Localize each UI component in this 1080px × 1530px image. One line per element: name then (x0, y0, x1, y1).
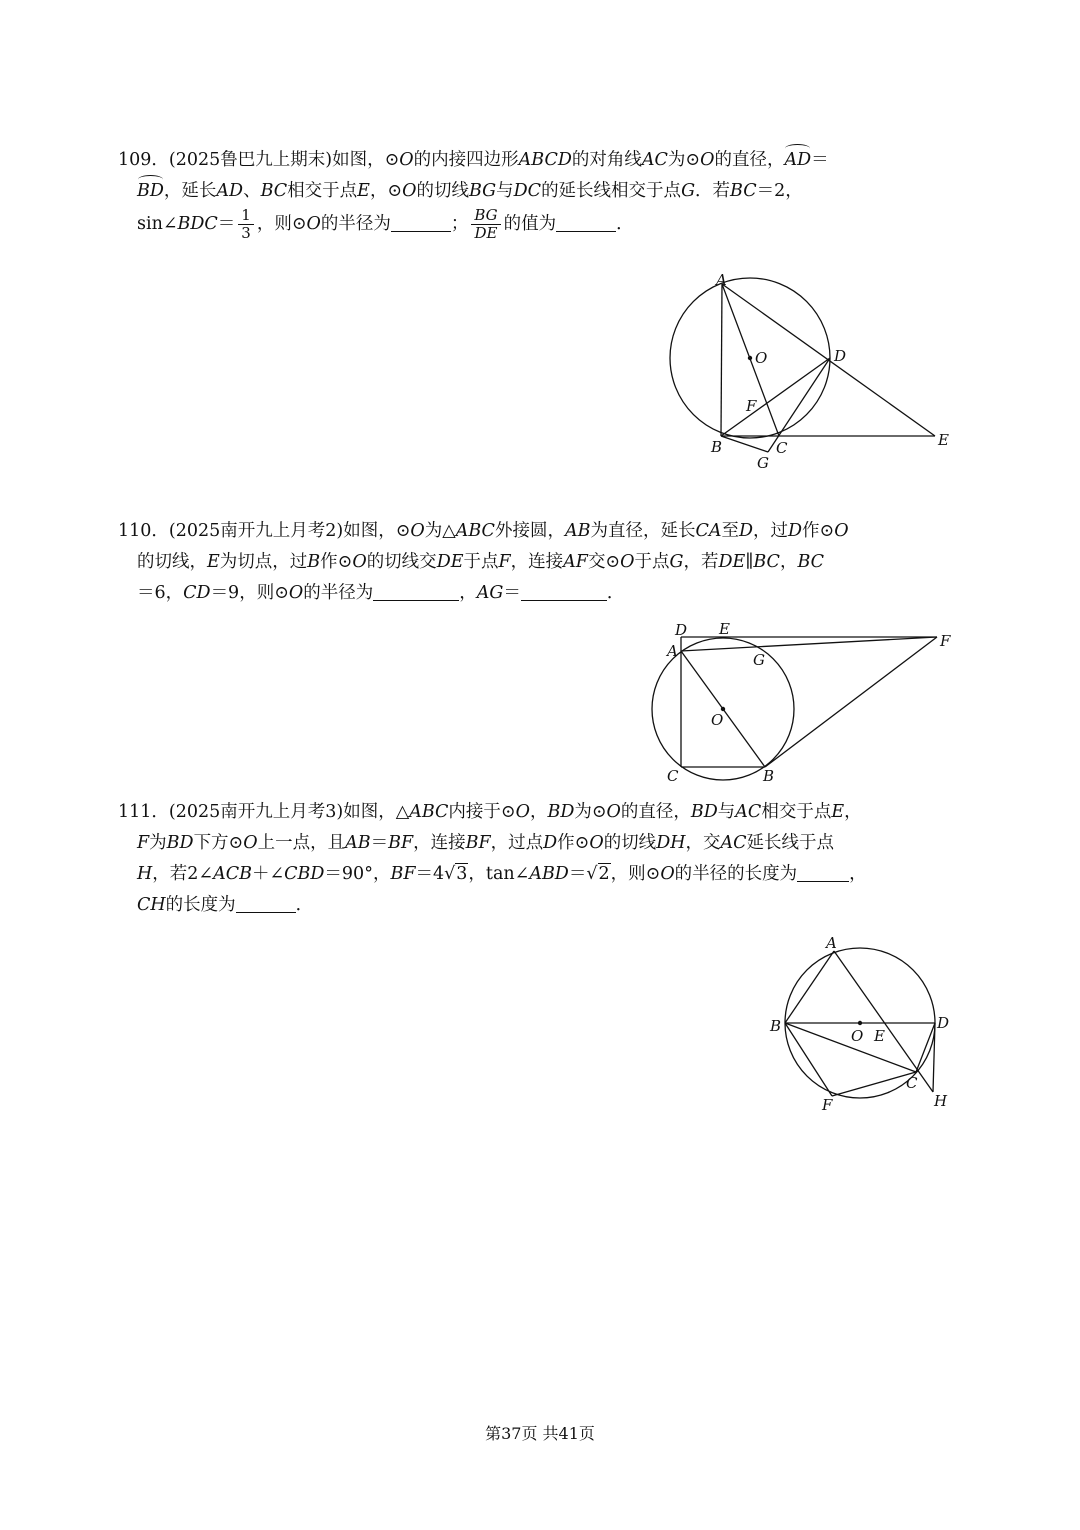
text: ， (849, 864, 867, 884)
text: ，交 (685, 833, 721, 853)
problem-number: 111． (118, 802, 169, 822)
text: O (834, 521, 849, 541)
text: 延长线于点 (746, 833, 835, 853)
text: AF (563, 552, 588, 572)
problem-source: (2025鲁巴九上期末) (168, 150, 333, 170)
text: AC (735, 802, 762, 822)
text: ，过点 (490, 833, 544, 853)
text: ，过 (753, 521, 789, 541)
label-A: A (667, 642, 678, 660)
text: 、 (243, 181, 261, 201)
text: ， (459, 583, 477, 603)
text: 于点 (463, 552, 499, 572)
text: 的直径， (620, 802, 691, 822)
text: H (137, 864, 153, 884)
text: CH (137, 895, 166, 915)
text: 的直径， (714, 150, 785, 170)
text: 如图，⊙ (343, 521, 411, 541)
text: ． (295, 895, 314, 915)
text: BC (260, 181, 288, 201)
text: 作⊙ (320, 552, 353, 572)
text: 作⊙ (802, 521, 835, 541)
center-dot (858, 1021, 862, 1025)
text: sin∠ (137, 214, 178, 234)
text: ．若 (695, 181, 731, 201)
text: ，则⊙ (610, 864, 661, 884)
text: ，延长 (163, 181, 217, 201)
sqrt-symbol: √ (586, 864, 598, 884)
text: ＝ (217, 214, 236, 234)
text: 作⊙ (557, 833, 590, 853)
text: G (681, 181, 696, 201)
problem-number: 109． (118, 150, 169, 170)
text: 为⊙ (574, 802, 607, 822)
text: E (357, 181, 370, 201)
text: 的内接四边形 (413, 150, 519, 170)
text: 交⊙ (587, 552, 621, 572)
text: O (589, 833, 604, 853)
text: CA (695, 521, 722, 541)
label-C: C (776, 439, 788, 457)
label-G: G (753, 651, 765, 669)
label-A: A (826, 934, 837, 952)
text: 的切线， (137, 552, 207, 572)
label-E: E (938, 431, 949, 449)
text: O (700, 150, 715, 170)
text: O (288, 583, 304, 603)
text: O (606, 802, 621, 822)
text: ABC (409, 802, 449, 822)
text: ＝ (503, 583, 521, 603)
segment-BA (785, 951, 834, 1023)
text: O (306, 214, 321, 234)
label-E: E (874, 1027, 885, 1045)
label-O: O (851, 1027, 864, 1045)
text: O (660, 864, 675, 884)
text: ，⊙ (369, 181, 403, 201)
label-G: G (757, 454, 769, 472)
page-footer: 第37页 共41页 (485, 1424, 595, 1443)
text: BG (468, 181, 497, 201)
segment-AH (834, 951, 933, 1092)
text: AD (216, 181, 244, 201)
label-E: E (719, 620, 730, 638)
label-F: F (940, 632, 951, 650)
text: BC (753, 552, 780, 572)
numerator: BG (471, 207, 500, 225)
text: 的切线 (603, 833, 657, 853)
text: 外接圆， (494, 521, 565, 541)
text: BDC (177, 214, 218, 234)
text: AB (345, 833, 371, 853)
text: O (352, 552, 367, 572)
text: 为 (149, 833, 167, 853)
text: 的半径的长度为 (674, 864, 798, 884)
text: ，若2∠ (152, 864, 214, 884)
label-O: O (755, 349, 768, 367)
text: AC (720, 833, 747, 853)
text: 下方⊙ (193, 833, 244, 853)
label-C: C (906, 1074, 918, 1092)
label-B: B (763, 767, 775, 785)
label-B: B (770, 1017, 782, 1035)
text: ＝ (568, 864, 587, 884)
numerator: 1 (238, 207, 254, 225)
text: DE (436, 552, 464, 572)
text: BD (547, 802, 575, 822)
text: 的半径为 (303, 583, 374, 603)
denominator: DE (474, 224, 498, 242)
text: CD (183, 583, 211, 603)
text: E (831, 802, 845, 822)
text: ，连接 (413, 833, 466, 853)
text: ，tan∠ (468, 864, 530, 884)
problem-source: (2025南开九上月考3) (168, 802, 344, 822)
text: ， (529, 802, 548, 822)
radicand: 3 (456, 864, 468, 884)
text: ＝90°， (324, 864, 391, 884)
text: 为⊙ (667, 150, 701, 170)
label-C: C (667, 767, 679, 785)
label-F: F (822, 1096, 833, 1114)
text: 如图，⊙ (332, 150, 400, 170)
problem-source: (2025南开九上月考2) (168, 521, 344, 541)
text: F (137, 833, 150, 853)
text: O (620, 552, 635, 572)
text: 相交于点 (287, 181, 358, 201)
text: AC (641, 150, 668, 170)
segment-CD (916, 1023, 935, 1072)
text: ＋∠ (251, 864, 285, 884)
arc-BD: BD (137, 176, 164, 207)
text: ACB (213, 864, 252, 884)
text: O (402, 181, 417, 201)
text: ＝4 (415, 864, 445, 884)
text: 的切线交 (366, 552, 437, 572)
text: D (788, 521, 803, 541)
text: 的值为 (503, 214, 557, 234)
text: ∥ (745, 552, 754, 572)
text: ABCD (518, 150, 572, 170)
text: O (399, 150, 414, 170)
text: BD (166, 833, 194, 853)
text: 的半径为 (320, 214, 391, 234)
text: ＝ (370, 833, 389, 853)
segment-BF (785, 1023, 832, 1096)
problem-number: 110． (118, 521, 169, 541)
text: BD (690, 802, 718, 822)
text: BF (388, 833, 414, 853)
label-B: B (711, 438, 723, 456)
text: BF (465, 833, 491, 853)
text: ＝6， (137, 583, 184, 603)
text: O (515, 802, 530, 822)
text: 的长度为 (165, 895, 236, 915)
text: AB (564, 521, 591, 541)
radicand: 2 (598, 864, 610, 884)
text: ． (616, 214, 634, 234)
text: 如图，△ (343, 802, 410, 822)
text: ， (779, 552, 798, 572)
label-D: D (937, 1014, 950, 1032)
text: ； (450, 214, 469, 234)
text: 内接于⊙ (448, 802, 516, 822)
text: 相交于点 (761, 802, 832, 822)
text: ， (844, 802, 862, 822)
text: D (738, 521, 754, 541)
text: 的对角线 (571, 150, 642, 170)
text: 为切点，过 (219, 552, 308, 572)
text: D (543, 833, 558, 853)
text: B (307, 552, 321, 572)
text: 为直径，延长 (590, 521, 696, 541)
text: G (669, 552, 684, 572)
text: 上一点，且 (257, 833, 346, 853)
arc-AD: AD (784, 145, 811, 176)
text: O (410, 521, 425, 541)
denominator: 3 (241, 224, 251, 242)
text: DC (513, 181, 542, 201)
text: 的切线 (416, 181, 469, 201)
label-D: D (675, 621, 688, 639)
text: ，则⊙ (256, 214, 307, 234)
text: DH (656, 833, 686, 853)
label-F: F (746, 397, 757, 415)
label-O: O (711, 711, 724, 729)
text: 的延长线相交于点 (541, 181, 682, 201)
text: BC (797, 552, 825, 572)
text: DE (718, 552, 746, 572)
text: CBD (284, 864, 325, 884)
text: ABC (455, 521, 495, 541)
text: BC (730, 181, 757, 201)
text: 与 (496, 181, 514, 201)
text: 于点 (634, 552, 670, 572)
text: ，若 (683, 552, 719, 572)
text: 与 (717, 802, 736, 822)
text: ＝ (811, 150, 829, 170)
text: ，连接 (510, 552, 564, 572)
label-A: A (716, 271, 727, 289)
text: AG (476, 583, 504, 603)
text: ABD (529, 864, 569, 884)
label-D: D (834, 347, 847, 365)
text: ＝2， (756, 181, 803, 201)
label-H: H (934, 1092, 948, 1110)
text: 至 (721, 521, 739, 541)
text: ＝9，则⊙ (210, 583, 289, 603)
sqrt-symbol: √ (444, 864, 456, 884)
text: ． (606, 583, 625, 603)
text: BF (390, 864, 416, 884)
text: 为△ (424, 521, 456, 541)
text: F (498, 552, 511, 572)
text: O (243, 833, 258, 853)
text: E (207, 552, 220, 572)
